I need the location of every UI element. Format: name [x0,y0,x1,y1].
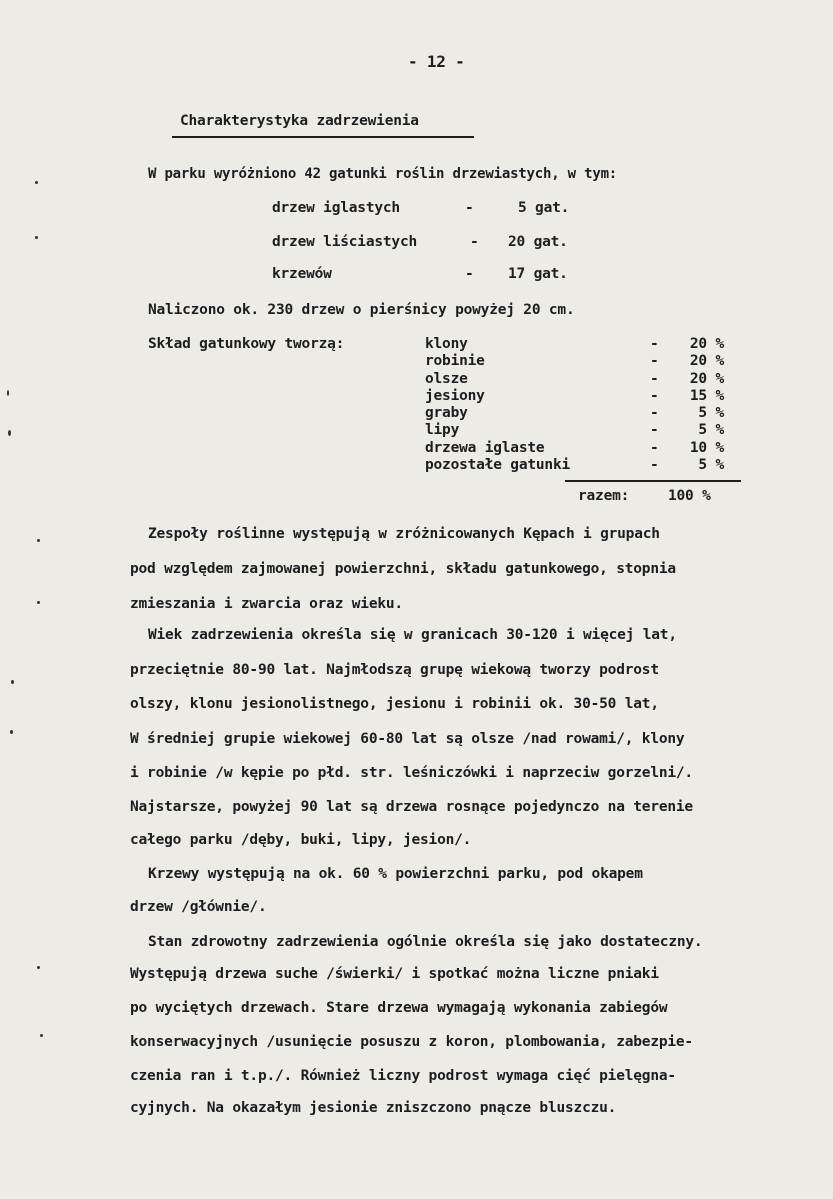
text-line: Stan zdrowotny zadrzewienia ogólnie określa się jako dostateczny. [148,934,703,950]
species-percent: 10 % [689,440,724,456]
text-line: konserwacyjnych /usunięcie posuszu z koron, plombowania, zabezpie- [130,1034,693,1050]
species-dash: - [650,405,659,421]
species-name: klony [425,336,468,352]
species-dash: - [650,440,659,456]
page-number: - 12 - [408,52,465,71]
text-line: Występują drzewa suche /świerki/ i spotkać można liczne pniaki [130,966,659,982]
scan-speck [7,390,9,396]
scan-speck [8,430,11,436]
total-rule [565,480,741,482]
count-dash: - [470,234,479,250]
trees-counted-text: Naliczono ok. 230 drzew o pierśnicy powyżej 20 cm. [148,302,575,318]
species-name: drzewa iglaste [425,440,545,456]
composition-label: Skład gatunkowy tworzą: [148,336,345,352]
species-dash: - [650,371,659,387]
total-value: 100 % [668,488,711,504]
species-percent: 5 % [698,405,724,421]
species-percent: 20 % [689,353,724,369]
scan-speck [40,1034,43,1037]
species-percent: 15 % [689,388,724,404]
count-dash: - [465,266,474,282]
species-dash: - [650,388,659,404]
species-percent: 20 % [689,371,724,387]
species-dash: - [650,353,659,369]
count-label: drzew liściastych [272,234,418,250]
text-line: cyjnych. Na okazałym jesionie zniszczono pnącze bluszczu. [130,1100,617,1116]
text-line: pod względem zajmowanej powierzchni, składu gatunkowego, stopnia [130,561,676,577]
species-name: pozostałe gatunki [425,457,571,473]
count-value: 5 gat. [518,200,570,216]
section-heading: Charakterystyka zadrzewienia [180,113,419,129]
species-name: olsze [425,371,468,387]
text-line: czenia ran i t.p./. Również liczny podrost wymaga cięć pielęgna- [130,1068,676,1084]
intro-text: W parku wyróżniono 42 gatunki roślin drzewiastych, w tym: [148,166,618,182]
species-name: lipy [425,422,460,438]
species-percent: 5 % [698,457,724,473]
species-dash: - [650,457,659,473]
text-line: olszy, klonu jesionolistnego, jesionu i robinii ok. 30-50 lat, [130,696,659,712]
total-label: razem: [578,488,630,504]
text-line: Zespoły roślinne występują w zróżnicowanych Kępach i grupach [148,526,660,542]
scan-speck [37,601,40,604]
count-label: drzew iglastych [272,200,400,216]
text-line: przeciętnie 80-90 lat. Najmłodszą grupę wiekową tworzy podrost [130,662,659,678]
scan-speck [37,966,40,969]
text-line: Krzewy występują na ok. 60 % powierzchni parku, pod okapem [148,866,643,882]
text-line: i robinie /w kępie po płd. str. leśniczówki i naprzeciw gorzelni/. [130,765,693,781]
count-value: 20 gat. [508,234,568,250]
heading-underline [172,136,474,138]
text-line: W średniej grupie wiekowej 60-80 lat są olsze /nad rowami/, klony [130,731,685,747]
scan-speck [35,236,38,239]
species-percent: 20 % [689,336,724,352]
species-dash: - [650,336,659,352]
scan-speck [10,730,13,734]
text-line: po wyciętych drzewach. Stare drzewa wymagają wykonania zabiegów [130,1000,668,1016]
scan-speck [11,680,14,684]
count-label: krzewów [272,266,332,282]
scan-speck [35,181,38,184]
scan-speck [37,539,40,542]
text-line: Wiek zadrzewienia określa się w granicach 30-120 i więcej lat, [148,627,677,643]
text-line: Najstarsze, powyżej 90 lat są drzewa rosnące pojedynczo na terenie [130,799,693,815]
count-dash: - [465,200,474,216]
text-line: całego parku /dęby, buki, lipy, jesion/. [130,832,472,848]
species-name: jesiony [425,388,485,404]
text-line: zmieszania i zwarcia oraz wieku. [130,596,403,612]
species-name: graby [425,405,468,421]
species-dash: - [650,422,659,438]
count-value: 17 gat. [508,266,568,282]
species-percent: 5 % [698,422,724,438]
species-name: robinie [425,353,485,369]
text-line: drzew /głównie/. [130,899,267,915]
